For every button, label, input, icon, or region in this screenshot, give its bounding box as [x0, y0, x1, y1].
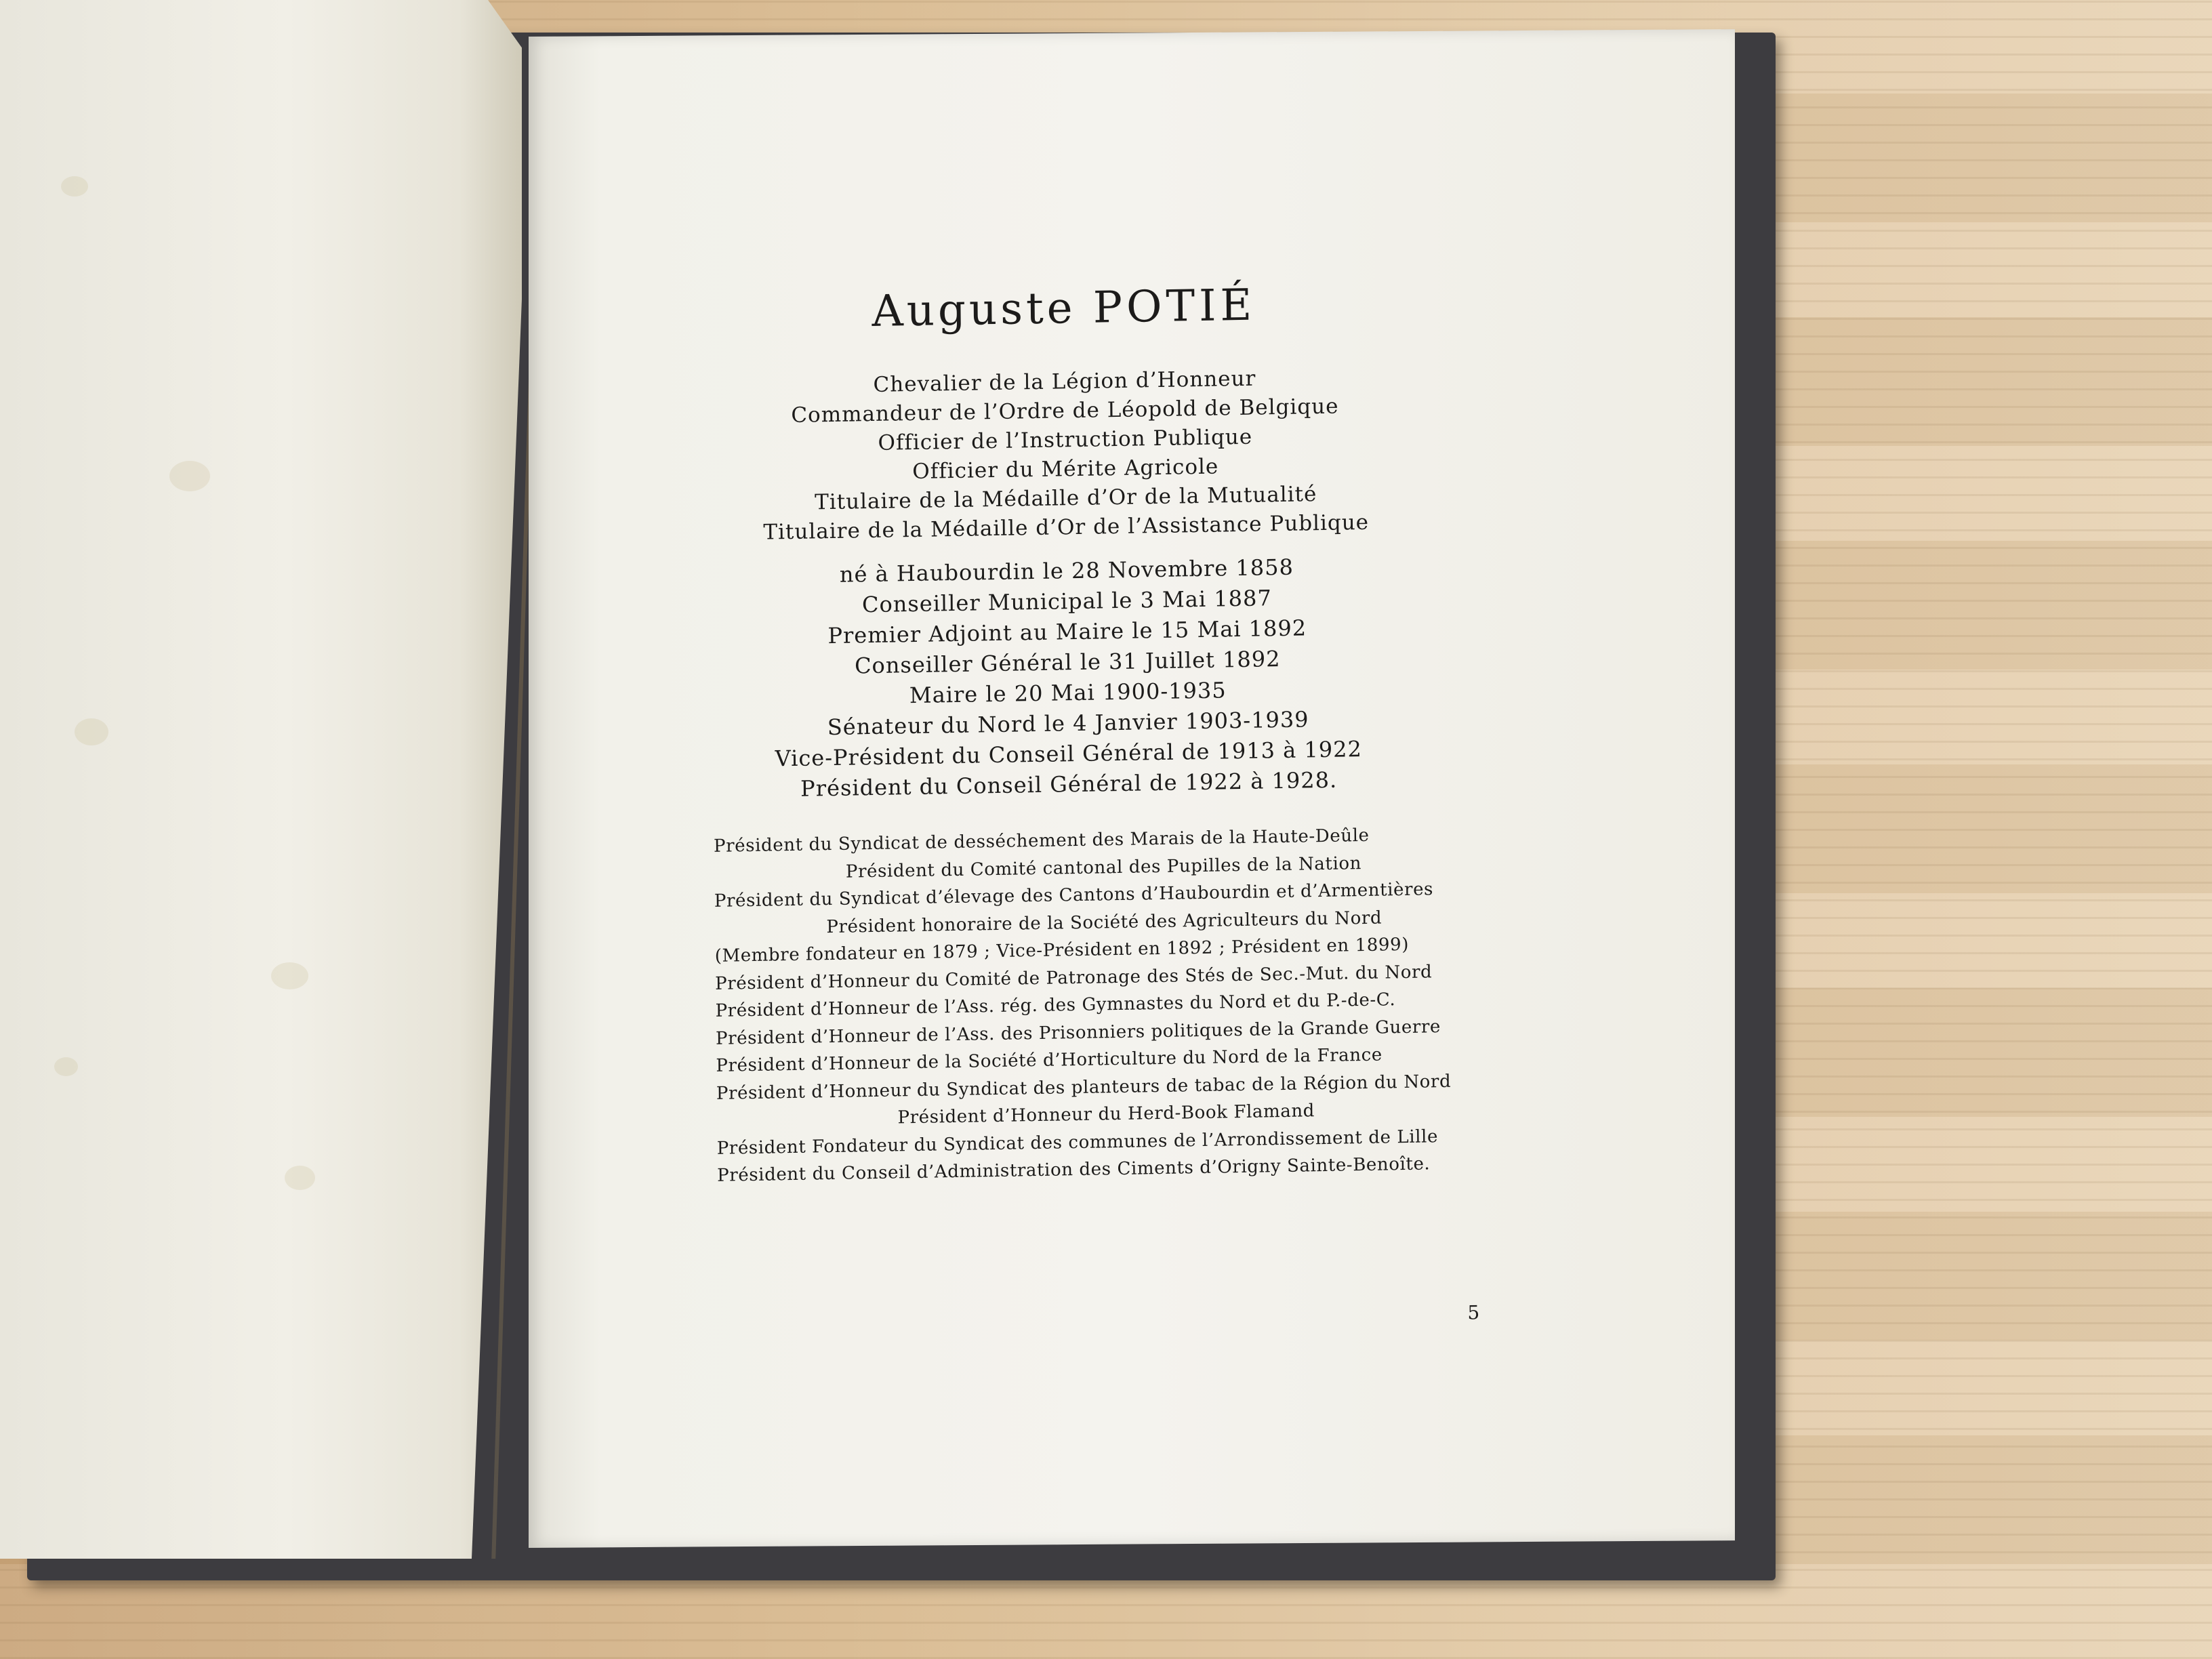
presidency-line: Président du Comité cantonal des Pupilles de la Nation — [845, 853, 1362, 882]
presidency-line: Président d’Honneur du Herd-Book Flamand — [897, 1101, 1315, 1128]
right-page — [529, 29, 1735, 1548]
presidency-line: Président du Syndicat de desséchement des Marais de la Haute-Deûle — [713, 825, 1370, 857]
career-line: Premier Adjoint au Maire le 15 Mai 1892 — [827, 615, 1307, 649]
career-line: Vice-Président du Conseil Général de 1913 à 1922 — [775, 736, 1363, 772]
presidency-line: Président d’Honneur de l’Ass. des Prisonniers politiques de la Grande Guerre — [715, 1016, 1441, 1049]
presidency-line: Président honoraire de la Société des Agriculteurs du Nord — [826, 907, 1382, 937]
presidency-line: Président d’Honneur de la Société d’Horticulture du Nord de la France — [716, 1044, 1382, 1076]
honour-line: Officier du Mérite Agricole — [912, 454, 1219, 485]
paper-spot — [75, 718, 108, 745]
career-line: Conseiller Municipal le 3 Mai 1887 — [861, 585, 1272, 618]
title-surname: POTIÉ — [1092, 280, 1256, 333]
honour-line: Officier de l’Instruction Publique — [878, 424, 1253, 455]
honour-line: Chevalier de la Légion d’Honneur — [873, 366, 1256, 397]
career-line: Conseiller Général le 31 Juillet 1892 — [854, 646, 1281, 679]
presidency-line: Président du Syndicat d’élevage des Cantons d’Haubourdin et d’Armentières — [714, 879, 1434, 912]
presidency-line: Président du Conseil d’Administration des Ciments d’Origny Sainte-Benoîte. — [717, 1153, 1431, 1186]
paper-spot — [169, 461, 210, 491]
presidencies-list — [714, 820, 1496, 1190]
title-first-name: Auguste — [872, 283, 1076, 337]
presidency-line: Président Fondateur du Syndicat des communes de l’Arrondissement de Lille — [716, 1126, 1439, 1159]
honour-line: Commandeur de l’Ordre de Léopold de Belgique — [791, 394, 1339, 428]
honour-line: Titulaire de la Médaille d’Or de l’Assistance Publique — [763, 510, 1370, 545]
presidency-line: Président d’Honneur du Comité de Patronage des Stés de Sec.-Mut. du Nord — [715, 961, 1433, 994]
career-line: né à Haubourdin le 28 Novembre 1858 — [839, 554, 1294, 588]
left-page-blank — [0, 0, 522, 1559]
paper-spot — [285, 1166, 315, 1190]
honour-line: Titulaire de la Médaille d’Or de la Mutualité — [814, 482, 1317, 515]
career-line: Maire le 20 Mai 1900-1935 — [909, 677, 1227, 709]
career-line: Sénateur du Nord le 4 Janvier 1903-1939 — [827, 706, 1309, 741]
presidency-line: Président d’Honneur de l’Ass. rég. des Gymnastes du Nord et du P.-de-C. — [715, 989, 1396, 1021]
honours-list — [526, 359, 1605, 551]
page-number: 5 — [1467, 1301, 1480, 1324]
presidency-line: (Membre fondateur en 1879 ; Vice-Président en 1892 ; Président en 1899) — [714, 934, 1410, 966]
page-content — [523, 23, 1744, 1554]
paper-spot — [271, 962, 308, 989]
presidency-line: Président d’Honneur du Syndicat des planteurs de tabac de la Région du Nord — [716, 1071, 1452, 1104]
paper-spot — [61, 176, 88, 197]
paper-spot — [54, 1057, 78, 1076]
page-title — [525, 274, 1603, 342]
career-list — [528, 547, 1608, 808]
career-line: Président du Conseil Général de 1922 à 1928. — [800, 766, 1338, 802]
